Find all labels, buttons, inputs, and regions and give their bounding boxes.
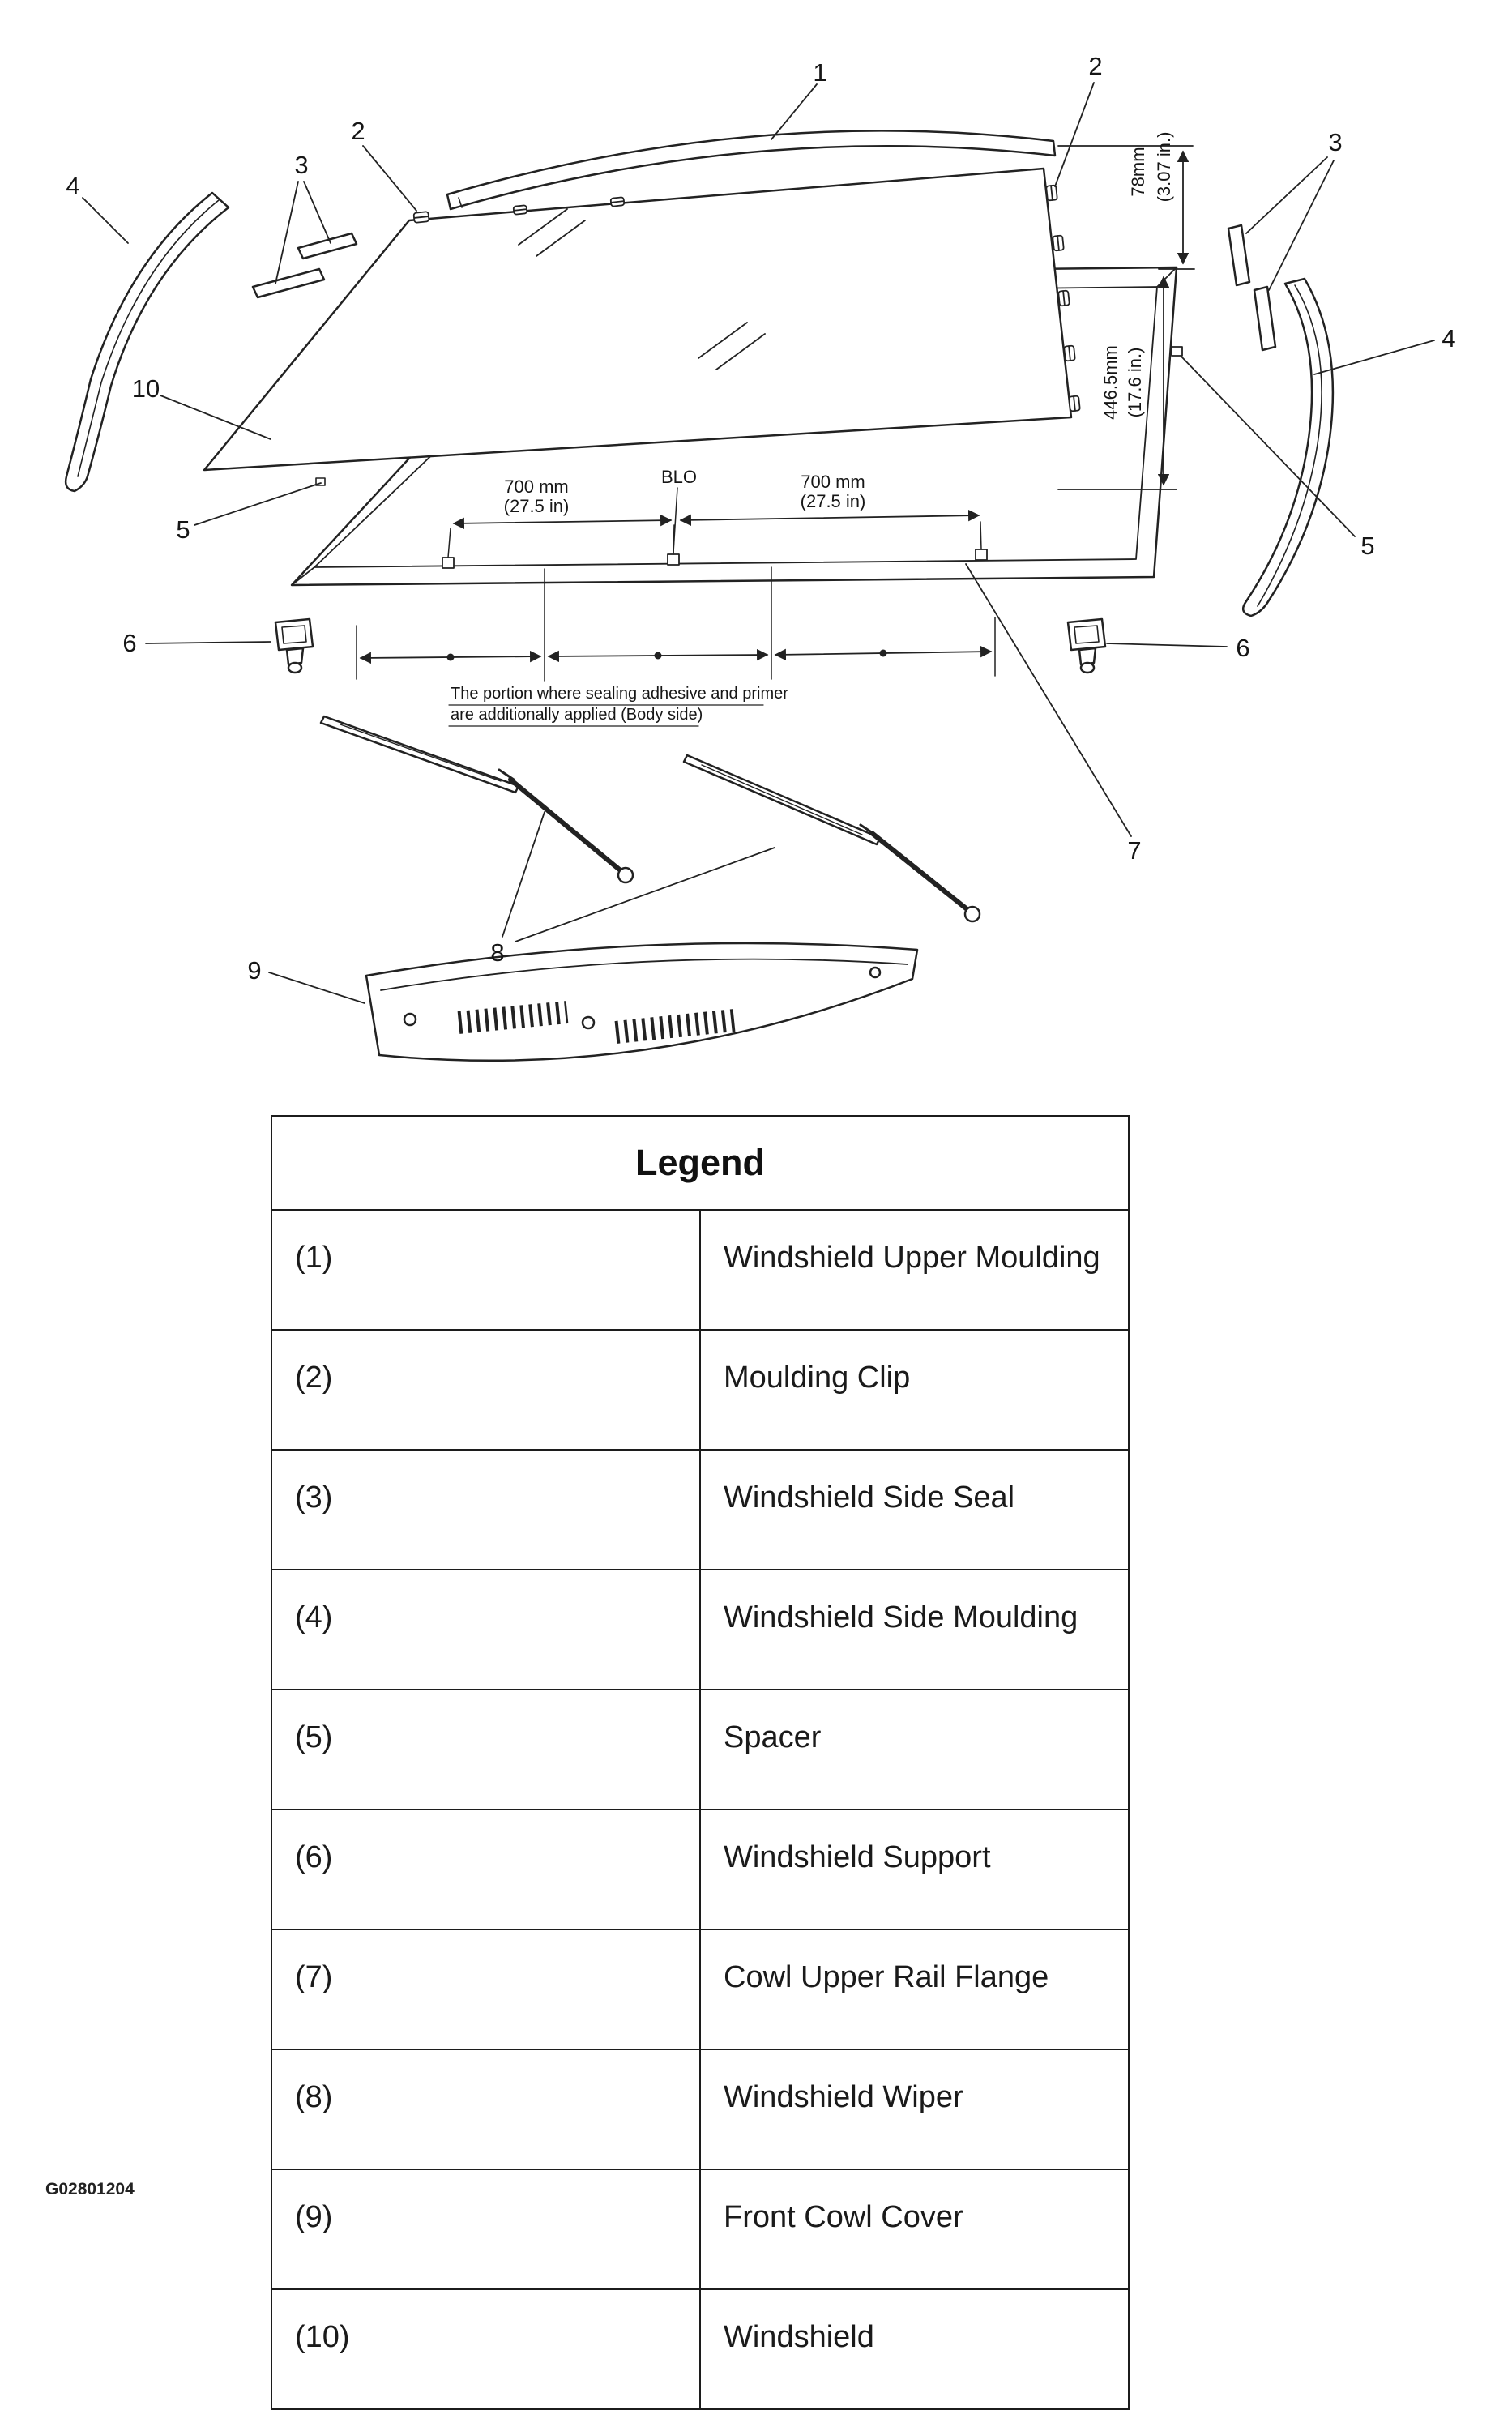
- diagram-canvas: [0, 0, 1512, 1112]
- legend-item-label: Windshield Side Seal: [700, 1450, 1129, 1570]
- figure-code: G02801204: [45, 2180, 135, 2198]
- callout-3-left: 3: [294, 151, 309, 179]
- legend-item-number: (4): [271, 1570, 700, 1690]
- spacer-mark-center: [668, 554, 679, 565]
- dim-446mm-inches-label: (17.6 in.): [1125, 347, 1145, 418]
- blo-label: BLO: [660, 467, 698, 487]
- spacer-mark-left: [442, 558, 454, 568]
- front-cowl-cover-illustration: [366, 943, 917, 1061]
- legend-row-7: [271, 1929, 1129, 2049]
- legend-row-8: [271, 2049, 1129, 2169]
- windshield-exploded-diagram: [0, 0, 1512, 1112]
- legend-item-label: Moulding Clip: [700, 1330, 1129, 1450]
- legend-item-label: Windshield Support: [700, 1810, 1129, 1929]
- legend-header-row: [271, 1116, 1129, 1210]
- windshield-side-moulding-right-illustration: [1243, 279, 1333, 616]
- legend-item-label: Spacer: [700, 1690, 1129, 1810]
- legend-item-label: Cowl Upper Rail Flange: [700, 1929, 1129, 2049]
- legend-row-9: [271, 2169, 1129, 2289]
- windshield-side-seal-left-illustration: [253, 233, 357, 297]
- callout-6-right: 6: [1236, 634, 1250, 662]
- legend-item-number: (9): [271, 2169, 700, 2289]
- dim-700mm-left-inches-label: (27.5 in): [503, 496, 570, 516]
- callout-9: 9: [247, 956, 262, 985]
- dim-700mm-left-label: 700 mm: [504, 476, 569, 497]
- legend-item-number: (6): [271, 1810, 700, 1929]
- legend-item-number: (8): [271, 2049, 700, 2169]
- legend-item-number: (3): [271, 1450, 700, 1570]
- dim-700mm-right-label: 700 mm: [801, 472, 865, 492]
- legend-item-number: (1): [271, 1210, 700, 1330]
- callout-4-right: 4: [1442, 324, 1456, 353]
- legend-row-4: [271, 1570, 1129, 1690]
- windshield-side-seal-right-illustration: [1228, 225, 1275, 350]
- legend-item-label: Windshield Upper Moulding: [700, 1210, 1129, 1330]
- legend-row-3: [271, 1450, 1129, 1570]
- callout-5-left: 5: [176, 515, 190, 544]
- legend-row-1: [271, 1210, 1129, 1330]
- legend-item-label: Windshield: [700, 2289, 1129, 2409]
- callout-1: 1: [813, 58, 827, 87]
- adhesive-note-line2: are additionally applied (Body side): [451, 706, 703, 724]
- legend-row-6: [271, 1810, 1129, 1929]
- callout-5-right: 5: [1360, 532, 1375, 560]
- dim-700mm-right-inches-label: (27.5 in): [800, 491, 866, 511]
- callout-2-left: 2: [351, 117, 365, 145]
- dim-78mm-inches-label: (3.07 in.): [1154, 131, 1174, 203]
- callout-3-right: 3: [1328, 128, 1343, 156]
- legend-item-number: (10): [271, 2289, 700, 2409]
- legend-item-number: (5): [271, 1690, 700, 1810]
- legend-table: [271, 1115, 1130, 2410]
- dim-446mm-label: 446.5mm: [1100, 345, 1121, 420]
- callout-7: 7: [1127, 836, 1142, 865]
- callout-2-right: 2: [1088, 52, 1103, 80]
- spacer-mark-side: [1172, 347, 1182, 356]
- legend-row-2: [271, 1330, 1129, 1450]
- windshield-side-moulding-left-illustration: [66, 193, 229, 491]
- adhesive-note-line1: The portion where sealing adhesive and primer: [451, 685, 788, 703]
- legend-item-label: Windshield Side Moulding: [700, 1570, 1129, 1690]
- spacer-mark-right: [976, 549, 987, 560]
- windshield-wiper-right-illustration: [684, 755, 980, 921]
- legend-item-number: (2): [271, 1330, 700, 1450]
- legend-item-number: (7): [271, 1929, 700, 2049]
- callout-8: 8: [490, 938, 505, 967]
- windshield-support-left-illustration: [275, 619, 313, 673]
- legend-row-10: [271, 2289, 1129, 2409]
- legend-item-label: Front Cowl Cover: [700, 2169, 1129, 2289]
- callout-10: 10: [131, 374, 160, 403]
- dim-78mm-label: 78mm: [1128, 147, 1148, 197]
- callout-4-left: 4: [66, 172, 80, 200]
- legend-row-5: [271, 1690, 1129, 1810]
- legend-item-label: Windshield Wiper: [700, 2049, 1129, 2169]
- callout-6-left: 6: [122, 629, 137, 657]
- legend-title: Legend: [271, 1116, 1129, 1210]
- windshield-wiper-left-illustration: [321, 716, 633, 882]
- windshield-support-right-illustration: [1068, 619, 1105, 673]
